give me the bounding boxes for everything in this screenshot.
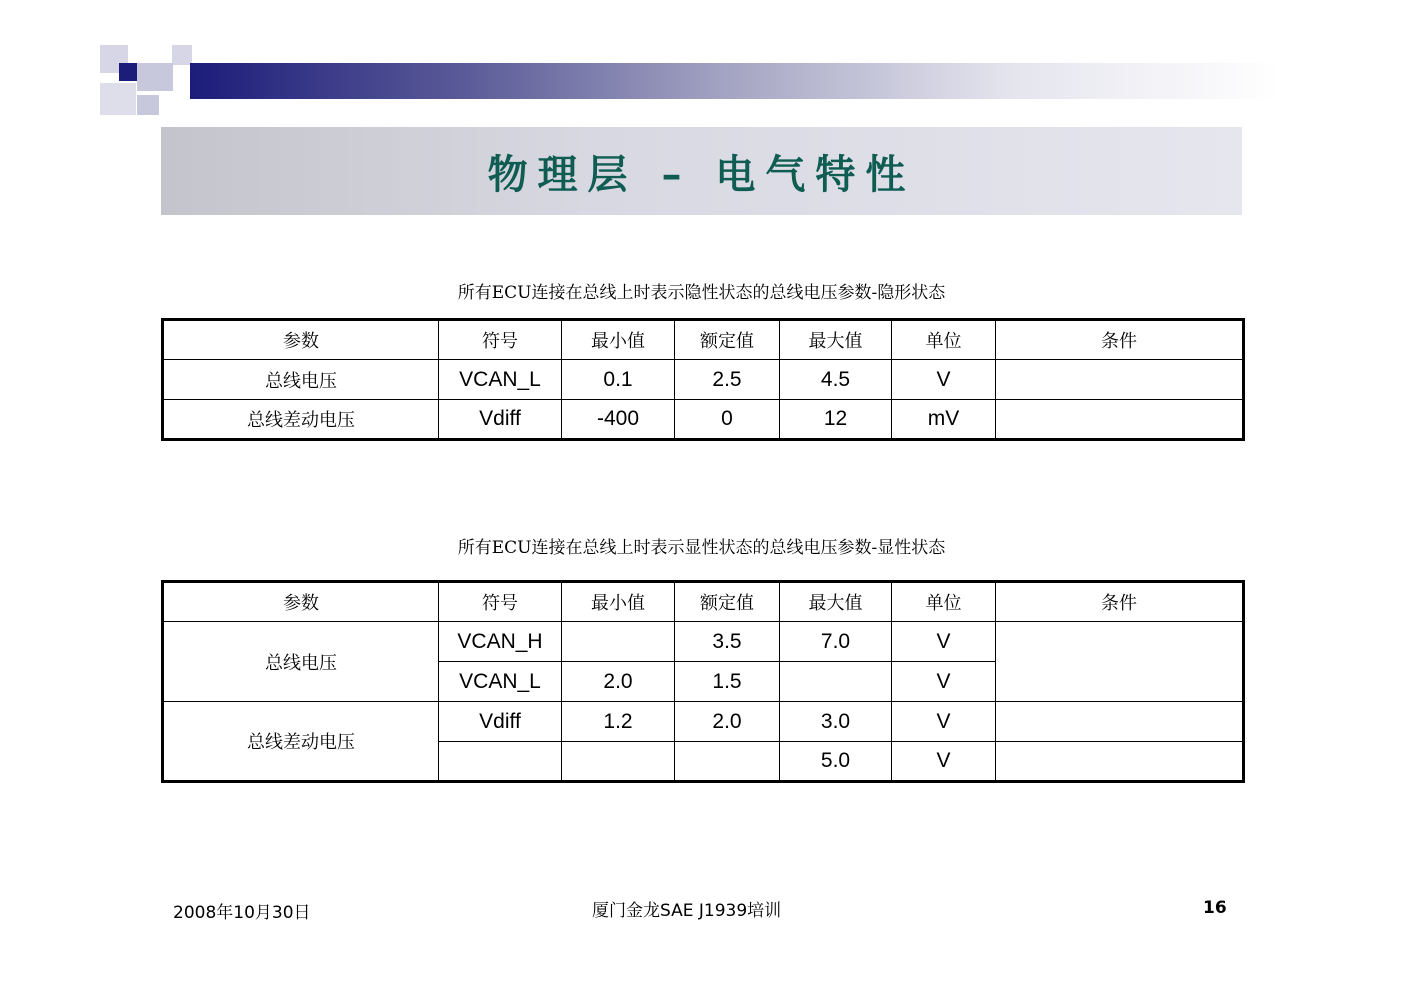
deco-square-dark [119,63,137,81]
nom-cell: 3.5 [675,622,780,662]
deco-square-light-4 [100,83,136,115]
table2-caption: 所有ECU连接在总线上时表示显性状态的总线电压参数-显性状态 [457,538,946,558]
unit-cell: V [892,662,996,702]
footer-title: 厦门金龙SAE J1939培训 [592,901,782,921]
table-header-row [163,320,1244,360]
unit-cell: V [892,360,996,400]
unit-cell: V [892,742,996,782]
header-cell: 条件 [996,320,1244,360]
table-row [163,622,1244,662]
page-number: 16 [1203,898,1227,918]
header-cell: 符号 [439,582,562,622]
header-cell: 参数 [163,320,439,360]
unit-cell: V [892,622,996,662]
header-cell: 条件 [996,582,1244,622]
cond-cell [996,622,1244,702]
header-cell: 最小值 [562,320,675,360]
dominant-voltage-table [161,580,1245,783]
table1-caption: 所有ECU连接在总线上时表示隐性状态的总线电压参数-隐形状态 [457,283,946,303]
max-cell: 4.5 [780,360,892,400]
symbol-cell [439,742,562,782]
table-header-row [163,582,1244,622]
max-cell: 5.0 [780,742,892,782]
header-cell: 额定值 [675,320,780,360]
min-cell: 2.0 [562,662,675,702]
cond-cell [996,400,1244,440]
param-cell: 总线电压 [163,622,439,702]
page-title: 物理层 – 电气特性 [487,150,916,198]
unit-cell: mV [892,400,996,440]
symbol-cell: Vdiff [439,702,562,742]
symbol-cell: VCAN_H [439,622,562,662]
symbol-cell: Vdiff [439,400,562,440]
max-cell: 12 [780,400,892,440]
table-row [163,360,1244,400]
min-cell [562,742,675,782]
cond-cell [996,742,1244,782]
min-cell [562,622,675,662]
deco-square-light-5 [137,95,159,115]
min-cell: -400 [562,400,675,440]
min-cell: 0.1 [562,360,675,400]
max-cell [780,662,892,702]
symbol-cell: VCAN_L [439,662,562,702]
header-cell: 单位 [892,582,996,622]
param-cell: 总线差动电压 [163,400,439,440]
deco-square-light-3 [137,63,173,91]
cond-cell [996,360,1244,400]
recessive-voltage-table [161,318,1245,441]
symbol-cell: VCAN_L [439,360,562,400]
nom-cell: 2.0 [675,702,780,742]
deco-square-light-2 [172,45,192,65]
unit-cell: V [892,702,996,742]
param-cell: 总线差动电压 [163,702,439,782]
table-row [163,400,1244,440]
nom-cell: 1.5 [675,662,780,702]
header-cell: 额定值 [675,582,780,622]
header-cell: 最大值 [780,320,892,360]
header-cell: 最大值 [780,582,892,622]
max-cell: 7.0 [780,622,892,662]
header-cell: 符号 [439,320,562,360]
param-cell: 总线电压 [163,360,439,400]
header-cell: 单位 [892,320,996,360]
min-cell: 1.2 [562,702,675,742]
nom-cell [675,742,780,782]
header-gradient-bar [190,63,1280,99]
cond-cell [996,702,1244,742]
max-cell: 3.0 [780,702,892,742]
header-cell: 参数 [163,582,439,622]
nom-cell: 0 [675,400,780,440]
table-row [163,702,1244,742]
nom-cell: 2.5 [675,360,780,400]
footer-date: 2008年10月30日 [173,903,311,923]
header-cell: 最小值 [562,582,675,622]
